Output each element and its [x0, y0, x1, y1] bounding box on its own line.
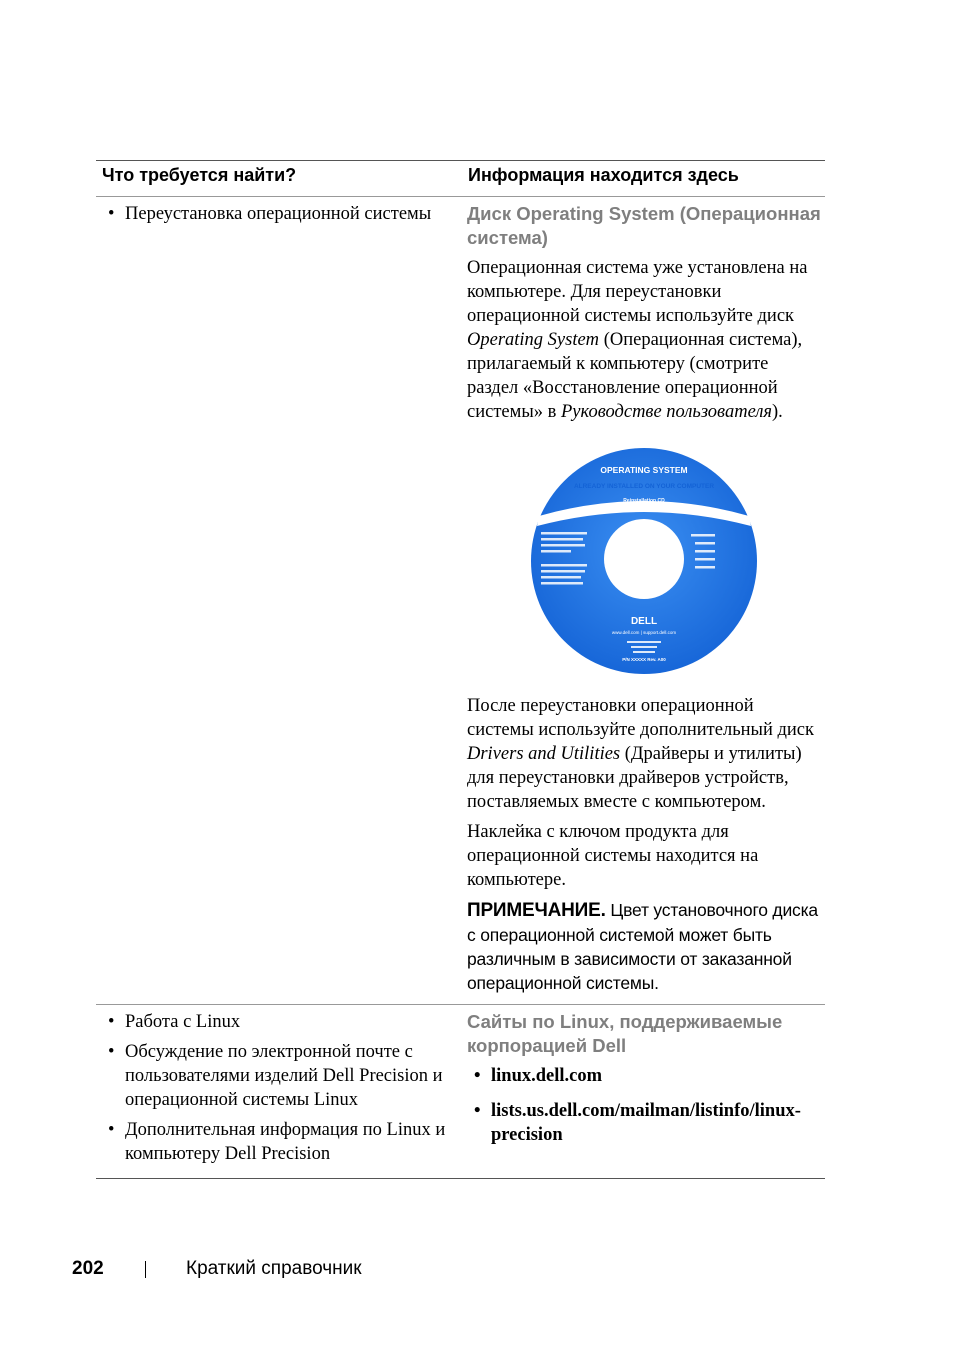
row-info: [462, 1005, 825, 1179]
list-item: • Обсуждение по электронной почте с пользователями изделий Dell Precision и операционной системы Linux: [108, 1042, 443, 1110]
column-header-what: Что требуется найти?: [96, 161, 462, 197]
topic-list: [102, 202, 462, 226]
link-item[interactable]: [467, 1064, 823, 1088]
disc-pn-text: P/N XXXXX Rev. A00: [622, 657, 666, 662]
row-topics: [96, 1005, 462, 1179]
product-name: Drivers and Utilities: [467, 744, 621, 764]
disc-url-text: www.dell.com | support.dell.com: [611, 630, 677, 635]
bullet-icon: •: [108, 1012, 115, 1032]
disc-hole: [604, 519, 684, 599]
disc-image: [529, 446, 759, 676]
list-item: • Переустановка операционной системы: [108, 204, 432, 224]
cd-disc-icon: [529, 446, 759, 676]
list-item: • Работа с Linux: [108, 1012, 241, 1032]
product-name: Operating System: [467, 330, 600, 350]
link-text[interactable]: linux.dell.com: [491, 1066, 603, 1086]
bullet-icon: •: [108, 204, 115, 224]
list-item: • Дополнительная информация по Linux и компьютеру Dell Precision: [108, 1120, 446, 1164]
footer-title: Краткий справочник: [186, 1258, 362, 1279]
note-block: [467, 898, 823, 995]
info-table: [96, 160, 825, 1179]
disc-title: OPERATING SYSTEM: [600, 465, 688, 475]
section-heading: Сайты по Linux, поддерживаемые корпорацией Dell: [467, 1011, 783, 1056]
topic-list: [102, 1010, 462, 1166]
section-heading: Диск Operating System (Операционная система): [467, 203, 821, 248]
bullet-icon: •: [474, 1101, 481, 1121]
footer-divider: [145, 1261, 146, 1278]
disc-reinstall-text: Reinstallation CD: [623, 498, 665, 504]
paragraph: Операционная система уже установлена на компьютере. Для переустановки операционной системы используйте диск Operating System (Операционная система), прилагаемый к компьютеру (смотрите раздел «Восстановление операционной системы» в Руководстве пользователя).: [467, 258, 808, 422]
note-label: ПРИМЕЧАНИЕ.: [467, 900, 606, 921]
bullet-icon: •: [108, 1120, 115, 1140]
row-info: [462, 197, 825, 1005]
link-text[interactable]: lists.us.dell.com/mailman/listinfo/linux-precision: [491, 1101, 801, 1145]
column-header-where: Информация находится здесь: [462, 161, 825, 197]
link-list: [467, 1064, 823, 1147]
paragraph: После переустановки операционной системы используйте дополнительный диск Drivers and Utilities (Драйверы и утилиты) для переустановки драйверов устройств, поставляемых вместе с компьютером.: [467, 696, 814, 812]
bullet-icon: •: [108, 1042, 115, 1062]
table-row: [96, 1005, 825, 1179]
paragraph: Наклейка с ключом продукта для операционной системы находится на компьютере.: [467, 822, 759, 890]
note-text: Цвет установочного диска с операционной системой может быть различным в зависимости от заказанной операционной системы.: [467, 900, 818, 993]
link-item[interactable]: [467, 1099, 823, 1147]
table-row: [96, 197, 825, 1005]
table-header-row: [96, 161, 825, 197]
disc-dell-logo: DELL: [630, 616, 658, 627]
disc-product-text: Microsoft™ Windows™ XP Professional: [604, 505, 684, 510]
guide-name: Руководстве пользователя: [561, 402, 772, 422]
page-number: 202: [72, 1258, 104, 1279]
disc-band-text: ALREADY INSTALLED ON YOUR COMPUTER: [573, 483, 715, 490]
bullet-icon: •: [474, 1066, 481, 1086]
row-topics: [96, 197, 462, 1005]
